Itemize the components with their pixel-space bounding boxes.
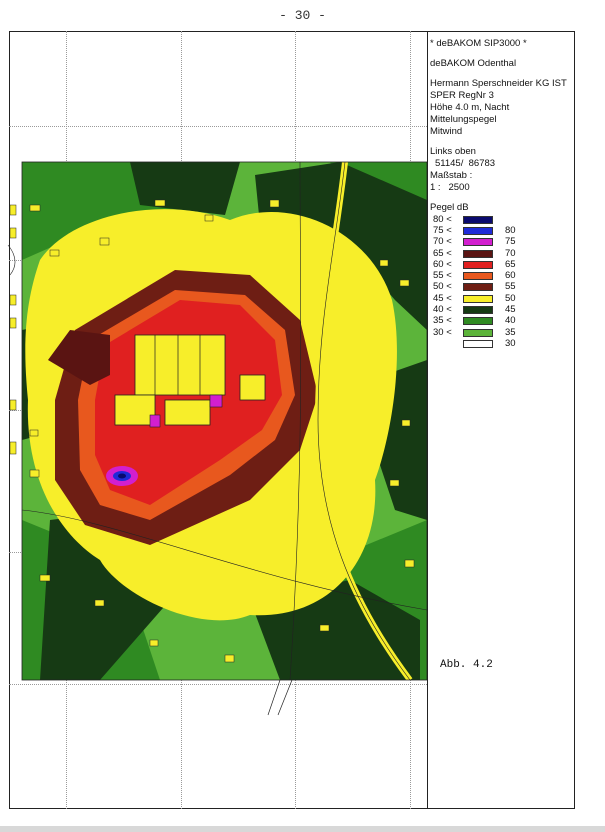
legend-upper-bound: 60	[505, 270, 516, 282]
legend-swatch	[463, 317, 493, 325]
legend-swatch	[463, 283, 493, 291]
legend-swatch	[463, 306, 493, 314]
legend	[430, 202, 574, 350]
legend-swatch	[463, 227, 493, 235]
legend-swatch	[463, 340, 493, 348]
legend-swatch	[463, 238, 493, 246]
legend-swatch	[463, 295, 493, 303]
legend-row	[430, 304, 574, 315]
outer-road	[8, 245, 15, 275]
detail-line: Höhe 4.0 m, Nacht	[430, 102, 510, 113]
corner-label: Links oben	[430, 146, 476, 157]
legend-swatch	[463, 272, 493, 280]
legend-upper-bound: 50	[505, 292, 516, 304]
software-title: * deBAKOM SIP3000 *	[430, 38, 527, 49]
detail-lines	[430, 78, 574, 138]
legend-row	[430, 270, 574, 281]
legend-rows	[430, 214, 574, 350]
detail-line: Mitwind	[430, 126, 463, 137]
outer-houses	[10, 205, 16, 454]
scale-value: 1 : 2500	[430, 182, 470, 193]
legend-upper-bound: 75	[505, 236, 516, 248]
legend-upper-bound: 80	[505, 224, 516, 236]
legend-upper-bound: 70	[505, 247, 516, 259]
legend-row	[430, 259, 574, 270]
legend-lower-bound: 75 <	[433, 224, 452, 236]
legend-lower-bound: 65 <	[433, 247, 452, 259]
legend-lower-bound: 45 <	[433, 292, 452, 304]
legend-row	[430, 293, 574, 304]
legend-swatch	[463, 329, 493, 337]
legend-title: Pegel dB	[430, 202, 469, 213]
project-name: deBAKOM Odenthal	[430, 58, 517, 69]
legend-row	[430, 316, 574, 327]
scale-label: Maßstab :	[430, 170, 473, 181]
legend-upper-bound: 30	[505, 337, 516, 349]
panel-divider	[427, 31, 428, 809]
legend-row	[430, 237, 574, 248]
legend-upper-bound: 55	[505, 281, 516, 293]
legend-lower-bound: 55 <	[433, 270, 452, 282]
legend-upper-bound: 40	[505, 315, 516, 327]
legend-lower-bound: 80 <	[433, 213, 452, 225]
source-80-plus	[118, 474, 126, 479]
legend-lower-bound: 60 <	[433, 258, 452, 270]
legend-lower-bound: 30 <	[433, 326, 452, 338]
legend-lower-bound: 50 <	[433, 281, 452, 293]
legend-row	[430, 338, 574, 349]
legend-swatch	[463, 216, 493, 224]
legend-lower-bound: 35 <	[433, 315, 452, 327]
outer-road	[278, 680, 292, 715]
corner-coords: 51145/ 86783	[435, 158, 496, 169]
legend-row	[430, 214, 574, 225]
outer-road	[268, 680, 280, 715]
legend-lower-bound: 70 <	[433, 236, 452, 248]
detail-line: Hermann Sperschneider KG IST	[430, 78, 567, 89]
info-panel	[430, 38, 574, 350]
page-number: - 30 -	[279, 8, 326, 23]
legend-upper-bound: 65	[505, 258, 516, 270]
legend-upper-bound: 35	[505, 326, 516, 338]
legend-row	[430, 248, 574, 259]
legend-row	[430, 282, 574, 293]
detail-line: Mittelungspegel	[430, 114, 497, 125]
legend-upper-bound: 45	[505, 304, 516, 316]
figure-caption: Abb. 4.2	[440, 659, 493, 671]
legend-swatch	[463, 261, 493, 269]
legend-row	[430, 327, 574, 338]
detail-line: SPER RegNr 3	[430, 90, 494, 101]
scan-edge	[0, 826, 605, 832]
legend-row	[430, 225, 574, 236]
legend-swatch	[463, 250, 493, 258]
legend-lower-bound: 40 <	[433, 304, 452, 316]
